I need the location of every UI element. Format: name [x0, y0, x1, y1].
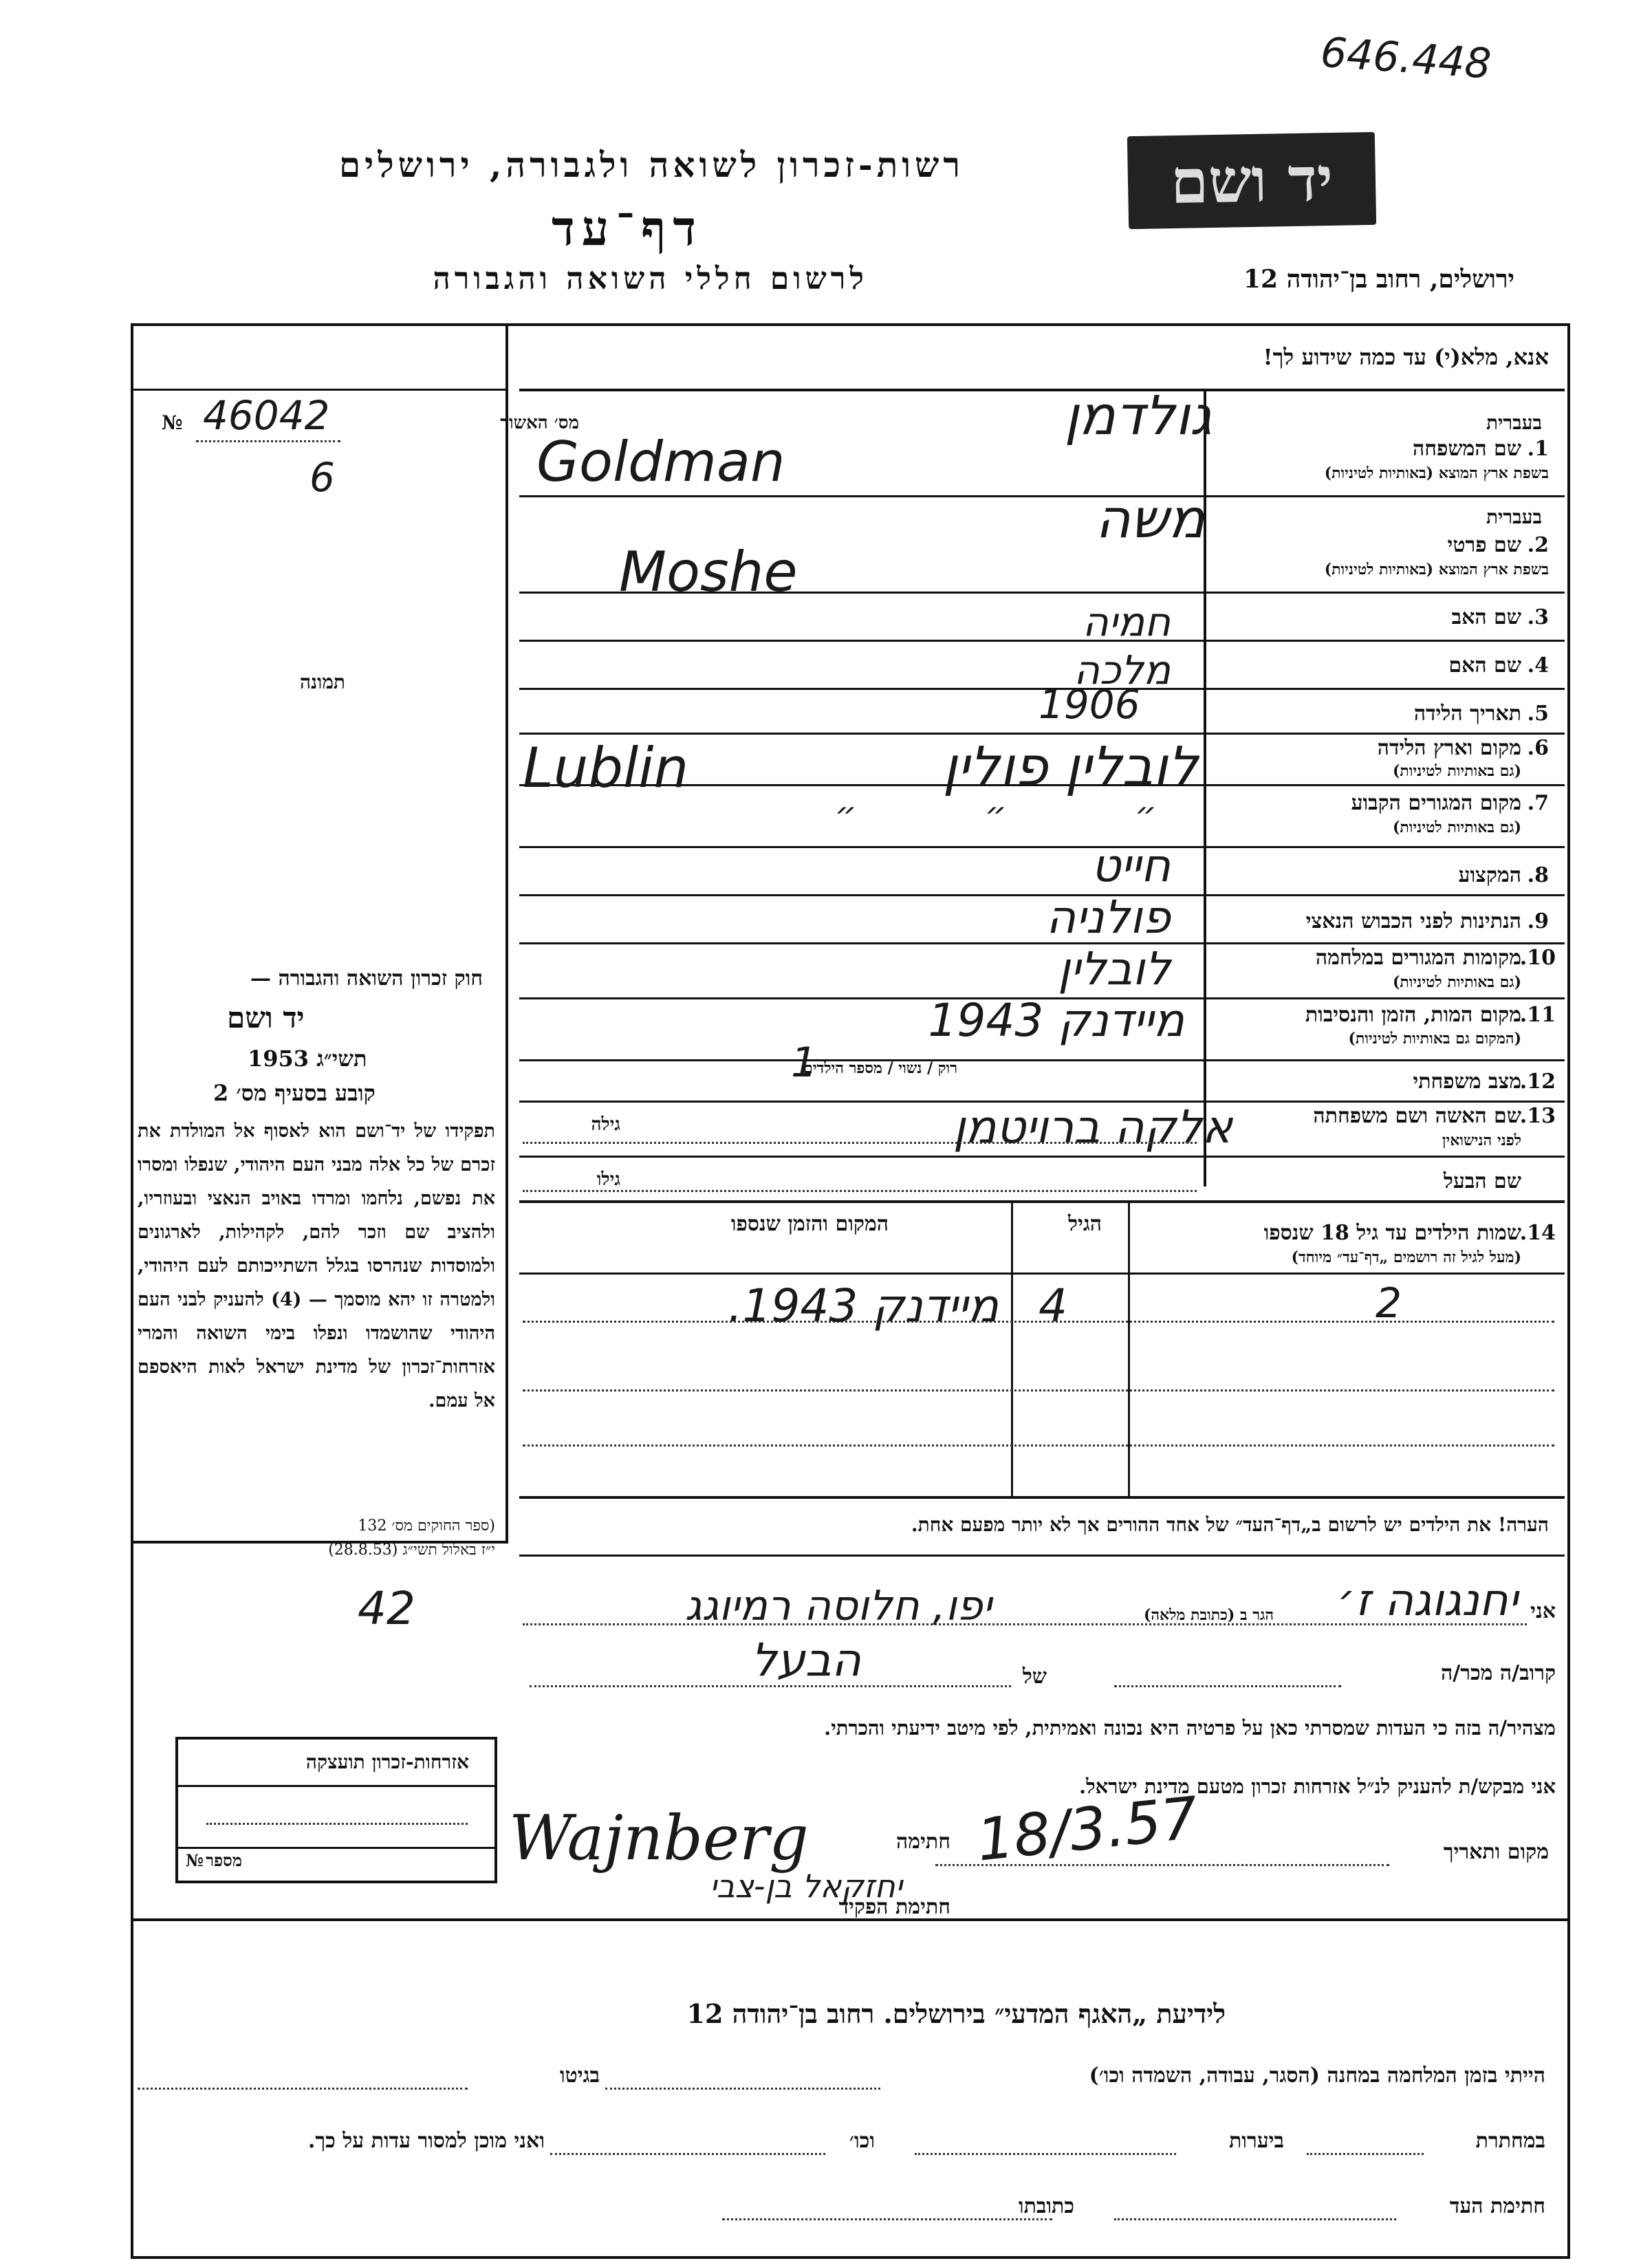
f2-note: בשפת ארץ המוצא (באותיות לטיניות): [1324, 561, 1549, 578]
footer-line1-a: הייתי בזמן המלחמה במחנה (הסגר, עבודה, השמדה וכו׳): [1089, 2064, 1545, 2088]
declarant-address: יפו, חלוסה רמיוגג: [684, 1582, 992, 1630]
f3-num: 3.: [1527, 605, 1549, 629]
address: ירושלים, רחוב בן־יהודה 12: [1243, 265, 1514, 294]
law-source-2: י״ז באלול תשי״ג (28.8.53): [328, 1541, 495, 1559]
f9-value: פולניה: [1045, 891, 1171, 944]
f1-num: 1.: [1527, 437, 1549, 461]
f11-value: מיידנק 1943: [928, 994, 1184, 1047]
f12-label: מצב משפחתי: [1413, 1070, 1521, 1094]
officer-sig: יחזקאל בן-צבי: [709, 1867, 902, 1905]
f13-num: 13.: [1519, 1104, 1556, 1128]
f10-value: לובלין: [1058, 942, 1171, 995]
reg-value: 46042: [203, 392, 330, 439]
yad-vashem-logo: [1127, 132, 1376, 229]
child-age: 4: [1039, 1279, 1067, 1332]
place-date-label: מקום ותאריך: [1443, 1840, 1549, 1864]
f2-num: 2.: [1527, 533, 1549, 557]
f6-value-lat: Lublin: [523, 736, 689, 800]
reg-no-sign: №: [162, 411, 183, 434]
logo-text: יד ושם: [1170, 142, 1334, 218]
f13-value: אלקה ברויטמן: [953, 1101, 1232, 1154]
law-section: קובע בסעיף מס׳ 2: [213, 1080, 376, 1106]
children-age-header: הגיל: [1067, 1212, 1102, 1236]
org-name: רשות-זכרון לשואה ולגבורה, ירושלים: [338, 144, 964, 185]
f1-label: שם המשפחה: [1412, 437, 1521, 461]
f2-label: שם פרטי: [1447, 533, 1521, 557]
reg-label: מס׳ האשור: [500, 413, 579, 433]
child-place: מיידנק 1943.: [728, 1279, 999, 1332]
hebrew-label-2: בעברית: [1486, 506, 1542, 528]
f7-num: 7.: [1527, 791, 1549, 815]
photo-label: תמונה: [299, 671, 345, 693]
f2-value-lat: Moshe: [619, 540, 798, 604]
f1-value-he: גולדמן: [1064, 385, 1212, 447]
f3-value: חמיה: [1082, 598, 1171, 645]
f4-value: מלכה: [1074, 647, 1171, 693]
f4-num: 4.: [1527, 653, 1549, 678]
f10-note: (גם באותיות לטיניות): [1392, 973, 1521, 991]
f7-value: ״ ״ ״: [834, 794, 1157, 834]
f6-note: (גם באותיות לטיניות): [1392, 762, 1521, 780]
relation-label: קרוב/ה מכר/ה: [1441, 1661, 1556, 1685]
form-title: דף־עד: [551, 199, 703, 257]
form-subtitle: לרשום חללי השואה והגבורה: [433, 261, 868, 296]
reg-suffix: 6: [309, 454, 335, 501]
footer-line1-b: בגיטו: [559, 2064, 600, 2088]
footer-line3-b: כתובתו: [1018, 2194, 1074, 2218]
sig-label: חתימה: [896, 1830, 950, 1854]
law-source: (ספר החוקים מס׳ 132: [358, 1517, 495, 1535]
f3-label: שם האב: [1451, 605, 1521, 629]
f9-num: 9.: [1527, 909, 1549, 933]
cert-title: אזרחות-זכרון תועצקה: [305, 1751, 469, 1773]
law-title: חוק זכרון השואה והגבורה —: [250, 966, 483, 990]
officer-label: חתימת הפקיד: [838, 1895, 950, 1919]
f4-label: שם האם: [1448, 653, 1521, 678]
f1-note: בשפת ארץ המוצא (באותיות לטיניות): [1324, 464, 1549, 482]
husband-label: שם הבעל: [1443, 1169, 1521, 1193]
cert-no-sign: №: [186, 1850, 204, 1870]
relation-value: הבעל: [750, 1634, 861, 1687]
f10-num: 10.: [1519, 946, 1556, 970]
law-year: תשי״ג 1953: [248, 1046, 367, 1072]
f11-num: 11.: [1519, 1003, 1556, 1027]
f7-label: מקום המגורים הקבוע: [1351, 791, 1521, 815]
children-place-header: המקום והזמן שנספו: [730, 1212, 889, 1236]
f9-label: הנתינות לפני הכבוש הנאצי: [1305, 909, 1521, 933]
signature: Wajnberg: [509, 1802, 809, 1874]
f13-label: שם האשה ושם משפחתה: [1313, 1104, 1521, 1128]
children-header: שמות הילדים עד גיל 18 שנספו: [1263, 1221, 1521, 1245]
address-tail: 42: [358, 1582, 415, 1635]
cert-number-label: מספר: [206, 1850, 242, 1870]
f11-note: (המקום גם באותיות לטיניות): [1348, 1030, 1521, 1048]
f7-note: (גם באותיות לטיניות): [1392, 819, 1521, 836]
f6-num: 6.: [1527, 736, 1549, 760]
f5-value: 1906: [1039, 681, 1140, 728]
f12-sub-labels: רוק / נשוי / מספר הילדים: [803, 1059, 957, 1077]
f11-label: מקום המות, הזמן והנסיבות: [1305, 1003, 1521, 1027]
f8-num: 8.: [1527, 863, 1549, 887]
of-label: של: [1022, 1665, 1047, 1689]
footer-line2-b: ביערות: [1228, 2129, 1284, 2153]
hebrew-label-1: בעברית: [1486, 411, 1542, 434]
footer-line3-a: חתימת העד: [1449, 2194, 1545, 2218]
footer-heading: לידיעת „האגף המדעי״ בירושלים. רחוב בן־יהודה 12: [686, 1998, 1226, 2029]
f6-label: מקום וארץ הלידה: [1377, 736, 1521, 760]
f5-num: 5.: [1527, 702, 1549, 726]
law-name: יד ושם: [227, 1001, 305, 1035]
f6-value-he: לובלין פולין: [942, 736, 1198, 798]
footer-line2-c: וכו׳: [849, 2129, 875, 2153]
ani-label: אני: [1530, 1599, 1556, 1623]
date-value: 18/3.57: [973, 1784, 1202, 1874]
archive-number: 646.448: [1318, 28, 1493, 89]
f13-note: לפני הנישואין: [1442, 1132, 1521, 1149]
address-label: הגר ב (כתובת מלאה): [1143, 1606, 1274, 1624]
f10-label: מקומות המגורים במלחמה: [1315, 946, 1521, 970]
f8-label: המקצוע: [1458, 863, 1521, 887]
child-name: 2: [1376, 1279, 1402, 1328]
f13-age-label: גילה: [591, 1114, 620, 1135]
children-note: (מעל לגיל זה רושמים „דף־עד״ מיוחד): [1291, 1248, 1521, 1266]
f8-value: חייט: [1091, 839, 1171, 892]
f5-label: תאריך הלידה: [1413, 702, 1521, 726]
footer-line2-a: במחתרת: [1475, 2129, 1545, 2153]
footer-line2-d: ואני מוכן למסור עדות על כך.: [307, 2129, 545, 2153]
f12-value: 1: [791, 1039, 818, 1087]
request-text: אני מבקש/ת להעניק לנ״ל אזרחות זכרון מטעם מדינת ישראל.: [1079, 1775, 1556, 1798]
f1-value-lat: Goldman: [536, 430, 785, 494]
children-num: 14.: [1519, 1221, 1556, 1245]
declaration-text: מצהיר/ה בזה כי העדות שמסרתי כאן על פרטיה היא נכונה ואמיתית, לפי מיטב ידיעתי והכרתי.: [824, 1716, 1556, 1740]
law-body: תפקידו של יד־ושם הוא לאסוף אל המולדת את זכרם של כל אלה מבני העם היהודי, שנפלו ומסרו את נפשם, נלחמו ומרדו באויב הנאצי ובעוזריו, ולהציב שם וזכר להם, לקהילות, לארגונים ולמוסדות שנהרסו בגלל השתייכותם לעם היהודי, ולמטרה זו יהא מוסמך — (4) להעניק לבני העם היהודי שהושמדו ונפלו בימי השואה והמרי אזרחות־זכרון של מדינת ישראל לאות היאספם אל עמם.: [138, 1120, 495, 1411]
note-text: הערה! את הילדים יש לרשום ב„דף־העד״ של אחד ההורים אך לא יותר מפעם אחת.: [911, 1513, 1549, 1536]
f2-value-he: משה: [1095, 488, 1205, 550]
declarant-name: יחנגוגה ז׳: [1337, 1575, 1518, 1626]
f12-num: 12.: [1519, 1070, 1556, 1094]
instruction: אנא, מלא(י) עד כמה שידוע לך!: [1263, 344, 1549, 370]
husband-age-label: גילו: [596, 1169, 620, 1190]
